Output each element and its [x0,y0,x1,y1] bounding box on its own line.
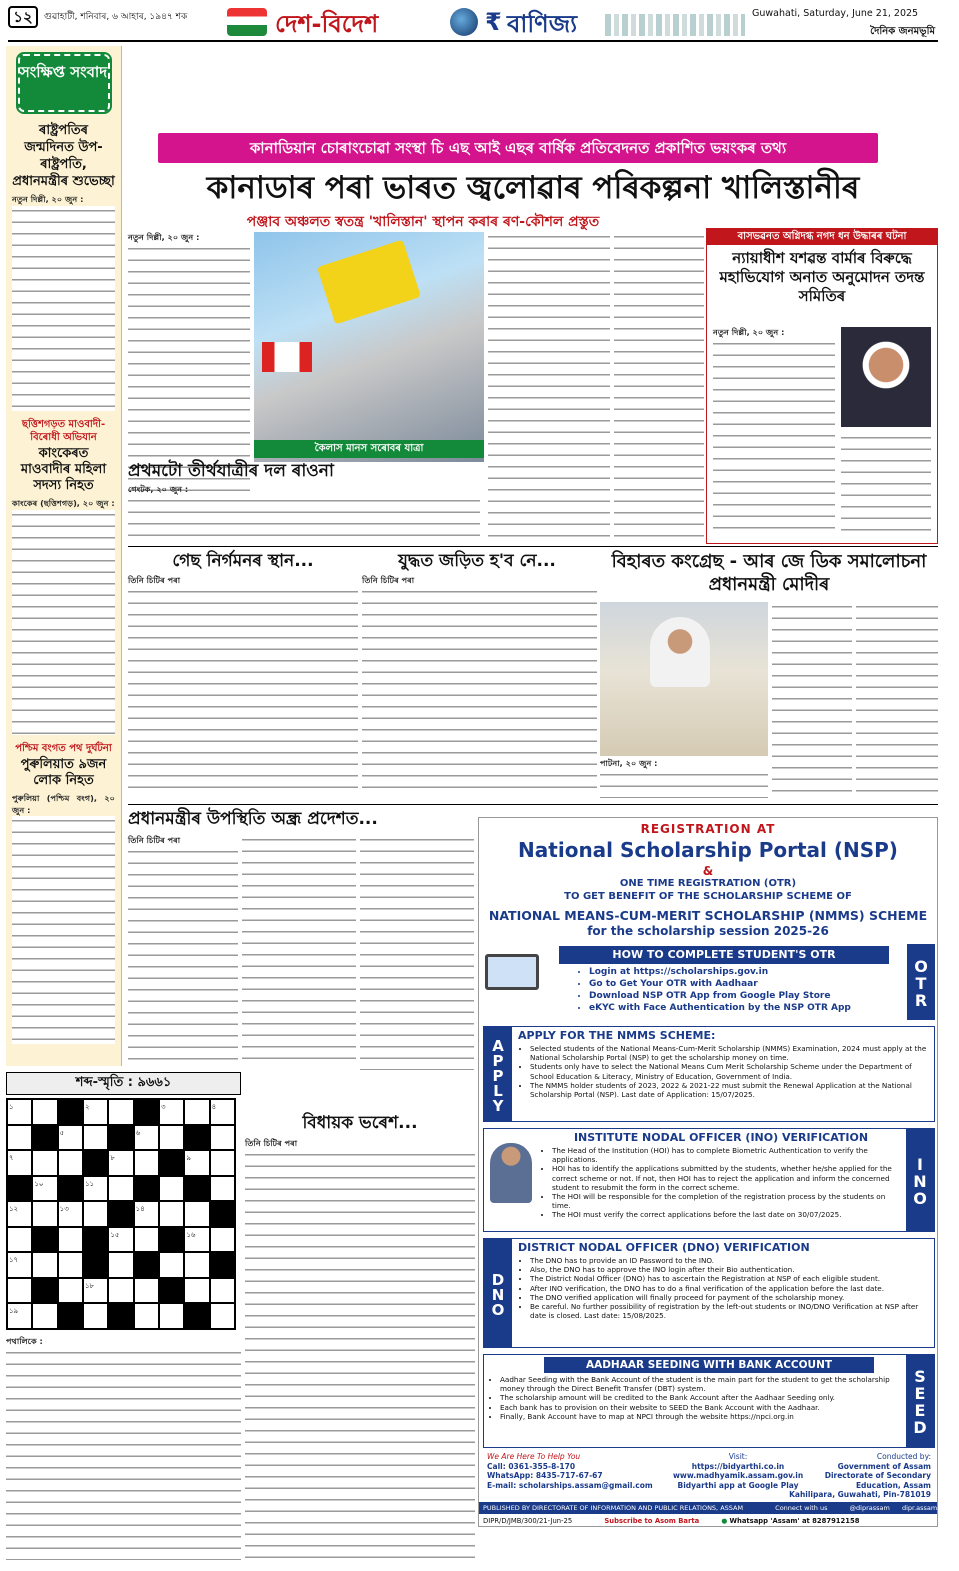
bihar-headline: বিহাৰত কংগ্ৰেছ - আৰ জে ডিক সমালোচনা প্ৰধানমন্ত্ৰী মোদীৰ [611,551,927,595]
divider [128,804,938,805]
ino-section [483,1128,935,1232]
conducted-label: Conducted by: [876,1452,931,1461]
modi-figure [650,617,710,687]
ad-scheme: NATIONAL MEANS-CUM-MERIT SCHOLARSHIP (NMMS) SCHEME [488,908,928,923]
kailash-body: গেংটক, ২০ জুন : [128,484,480,542]
seed-heading: AADHAAR SEEDING WITH BANK ACCOUNT [544,1357,874,1373]
judge-box [706,228,938,544]
call-text[interactable]: Call: 0361-355-8-170 [487,1461,576,1471]
apply-section [483,1026,935,1122]
lead-col-2 [488,232,610,542]
otr-steps: • Login at https://scholarships.gov.in • Go to Get Your OTR with Aadhaar • Download NSP OTR App from Google Play Store • eKYC with Face Authentication by the NSP OTR App [579,966,851,1014]
lead-col-3 [614,232,704,542]
ad-title: National Scholarship Portal (NSP) [518,838,898,862]
page-number: ১২ [8,6,38,28]
dept-text: Directorate of Secondary Education, Assam [824,1471,931,1490]
bihar-body-3 [856,602,938,798]
connect-label: Connect with us [775,1504,828,1512]
story-body: তিনি চিটিৰ পৰা [128,575,358,797]
judge-body: নতুন দিল্লী, ২০ জুন : [713,327,835,535]
crossword-title: শব্দ-স্মৃতি : ৯৬৬১ [6,1072,241,1095]
story-body: তিনি চিটিৰ পৰা [245,1138,475,1563]
contact-block [483,1452,935,1500]
help-text: We Are Here To Help You [487,1452,581,1461]
sidebar-item-body: কাংকেৰ (ছত্তিশগড়), ২০ জুন : [12,498,115,736]
paper-name: দৈনিক জনমভূমি [870,26,935,37]
ino-items: • The Head of the Institution (HOI) has to complete Biometric Authentication to verify the applications. • HOI has to identify the applications submitted by the students, whether he/she applied for the correct scheme or not. If not, then HOI has to reject the application and inform the concerned student to resubmit the form in the correct scheme. • The HOI will be responsible for the completion of the registration process by the students on time. • The HOI must verify the correct applications before the last date on 30/07/2025. [540,1146,902,1220]
subscribe-text: Subscribe to Asom Barta [604,1517,700,1525]
section-banner [185,4,745,40]
ad-amp: & [702,864,714,878]
seed-items: • Aadhar Seeding with the Bank Account of the student is the main part for the student to get the scholarship money through the Direct Benefit Transfer (DBT) system. • The scholarship amount will be credited to the Bank Account after the Aadhaar Seeding only. • Each bank has to provision on their website to SEED the Bank Account with the Aadhaar. • Finally, Bank Account have to map at NPCI through the website https://npci.org.in [488,1375,900,1421]
crossword-clues: পথালিকে : [6,1336,241,1561]
whatsapp-icon: ● [721,1517,728,1525]
dno-side-label: DNO [484,1239,512,1347]
globe-icon [450,8,478,36]
sidebar-item-title: পুৰুলিয়াত ৯জন লোক নিহত [20,757,107,788]
flag-icon [317,240,421,325]
story-headline: বিধায়ক ভৰেশ... [302,1113,418,1133]
seed-section [483,1354,935,1448]
sidebar-item-body: নতুন দিল্লী, ২০ জুন : [12,194,115,412]
ino-side-label: INO [906,1129,934,1231]
lead-kicker: কানাডিয়ান চোৰাংচোৱা সংস্থা চি এছ আই এছৰ বাৰ্ষিক প্ৰতিবেদনত প্ৰকাশিত ভয়ংকৰ তথ্য [158,133,878,163]
sidebar-item-kicker: পশ্চিম বংগত পথ দুৰ্ঘটনা [15,743,112,754]
address-text: Kahilipara, Guwahati, Pin-781019 [789,1490,931,1499]
story-headline: প্ৰধানমন্ত্ৰীৰ উপস্থিতি অন্ধ্ৰ প্ৰদেশত... [128,809,378,829]
lead-photo [254,232,484,462]
apply-heading: APPLY FOR THE NMMS SCHEME: [518,1029,716,1042]
ad-session: for the scholarship session 2025-26 [587,924,829,938]
ad-line1: REGISTRATION AT [640,822,776,836]
bihar-body: পাটনা, ২০ জুন : [600,758,768,798]
ad-code-row [479,1515,937,1527]
kailash-headline: প্ৰথমটো তীৰ্থযাত্ৰীৰ দল ৰাওনা [128,461,334,481]
lead-col-1: নতুন দিল্লী, ২০ জুন : [128,232,250,492]
divider [128,546,938,547]
govt-text: Government of Assam [837,1461,931,1471]
visit-label: Visit: [728,1452,748,1461]
ad-line3: TO GET BENEFIT OF THE SCHOLARSHIP SCHEME OF [564,891,852,902]
crossword [6,1072,241,1564]
dno-items: • The DNO has to provide an ID Password to the INO. • Also, the DNO has to approve the INO login after their Bio authentication. • The District Nodal Officer (DNO) has to ascertain the Registration at NSP of each eligible student. • After INO verification, the DNO has to do a final verification of the application before the last date. • The DNO verified application will finally proceed for payment of the scholarship money. • Be careful. No further possibility of registration by the left-out students or INO/DNO Verification at NSP after date is closed. Last date: 15/08/2025. [518,1256,930,1320]
bihar-photo [600,602,768,756]
officer-icon [490,1143,532,1203]
dno-section [483,1238,935,1348]
dno-heading: DISTRICT NODAL OFFICER (DNO) VERIFICATION [518,1241,810,1254]
rupee-icon: ₹ [485,8,502,36]
app-text: Bidyarthi app at Google Play [677,1480,799,1490]
date-right: Guwahati, Saturday, June 21, 2025 [752,8,919,19]
laptop-icon [485,954,539,990]
judge-headline: ন্যায়াধীশ যশৱন্ত বাৰ্মাৰ বিৰুদ্ধে মহাভিযোগ অনাত অনুমোদন তদন্ত সমিতিৰ [719,249,925,305]
judge-body-2 [841,433,931,535]
judge-photo [841,327,931,427]
ad-footer-bar [479,1502,959,1514]
section-title: দেশ-বিদেশ [275,10,379,38]
judge-kicker: বাসভৱনত অগ্নিদগ্ধ নগদ ধন উদ্ধাৰৰ ঘটনা [707,229,937,245]
whatsapp-text[interactable]: WhatsApp: 8435-717-67-67 [487,1471,603,1480]
ad-line2: ONE TIME REGISTRATION (OTR) [619,878,797,889]
story-body: তিনি চিটিৰ পৰা [128,835,238,1065]
sidebar-item-title: ৰাষ্ট্ৰপতিৰ জন্মদিনত উপ-ৰাষ্ট্ৰপতি, প্ৰধানমন্ত্ৰীৰ শুভেচ্ছা [12,123,115,189]
wa-text[interactable]: Whatsapp 'Assam' at 8287912158 [729,1517,860,1525]
date-left: গুৱাহাটী, শনিবাৰ, ৬ আহাৰ, ১৯৪৭ শক [44,12,188,22]
sidebar-item-title: কাংকেৰত মাওবাদীৰ মহিলা সদস্য নিহত [20,446,107,493]
flag-icon [262,342,312,372]
otr-section [483,944,935,1020]
lead-headline: কানাডাৰ পৰা ভাৰত জ্বলোৱাৰ পৰিকল্পনা খালিস্তানীৰ [206,170,860,206]
otr-heading: HOW TO COMPLETE STUDENT'S OTR [559,946,889,964]
ad-code: DIPR/D/JMB/300/21-Jun-25 [483,1517,573,1525]
header-rule [8,40,938,42]
apply-items: • Selected students of the National Means-Cum-Merit Scholarship (NMMS) Examination, 2024 must apply at the National Scholarship Portal (NSP) to get the scholarship money on time. • Students only have to select the National Means Cum Merit Scholarship Scheme under the Department of School Education & Literacy, Ministry of Education, Government of India. • The NMMS holder students of 2023, 2022 & 2021-22 must submit the Renewal Application at the National Scholarship Portal (NSP). Last date of Application: 15/07/2025. [518,1044,930,1099]
story-headline: গেছ নিৰ্গমনৰ স্থান... [172,551,314,571]
nsp-advertisement [478,817,959,1527]
sidebar [6,46,122,1066]
lead-subhead: পঞ্জাব অঞ্চলত স্বতন্ত্ৰ 'খালিস্তান' স্থাপন কৰাৰ ৰণ-কৌশল প্ৰস্তুত [246,214,600,230]
handle-text[interactable]: @diprassam [849,1504,890,1512]
ino-heading: INSTITUTE NODAL OFFICER (INO) VERIFICATION [573,1131,869,1144]
site-link[interactable]: www.madhyamik.assam.gov.in [673,1471,804,1480]
story-body-2 [242,835,356,1065]
bihar-body-2 [772,602,852,798]
crossword-grid[interactable]: ১ ২ ৩ ৪ ৫ ৬ ৭ ৮ ৯ ১০ ১১ ১২ ১৩ ১৪ ১৫ ১৬ ১৭ ১৮ ১৯ [6,1098,236,1330]
section-title-2: বাণিজ্য [507,10,578,38]
site-link[interactable]: https://bidyarthi.co.in [691,1461,785,1471]
sidebar-label: সংক্ষিপ্ত সংবাদ [18,54,110,112]
footer-publisher: PUBLISHED BY DIRECTORATE OF INFORMATION AND PUBLIC RELATIONS, ASSAM [483,1504,744,1512]
seed-side-label: SEED [906,1355,934,1447]
email-text[interactable]: E-mail: scholarships.assam@gmail.com [487,1480,653,1490]
story-body-3 [360,835,474,1070]
sidebar-item-kicker: ছত্তিশগড়ত মাওবাদী-বিৰোধী অভিযান [21,419,106,443]
story-body: তিনি চিটিৰ পৰা [362,575,597,797]
kailash-tag: কৈলাস মানস সৰোবৰ যাত্ৰা [254,440,484,458]
site-link[interactable]: dipr.assam.gov.in [901,1504,959,1512]
section-emblem-icon [227,8,267,36]
story-headline: যুদ্ধত জড়িত হ'ব নে... [398,551,556,571]
apply-side-label: APPLY [484,1027,512,1121]
otr-side-label: OTR [907,944,935,1020]
sidebar-item-body: পুৰুলিয়া (পশ্চিম বংগ), ২০ জুন : [12,793,115,1033]
skyline-decoration [605,14,745,36]
